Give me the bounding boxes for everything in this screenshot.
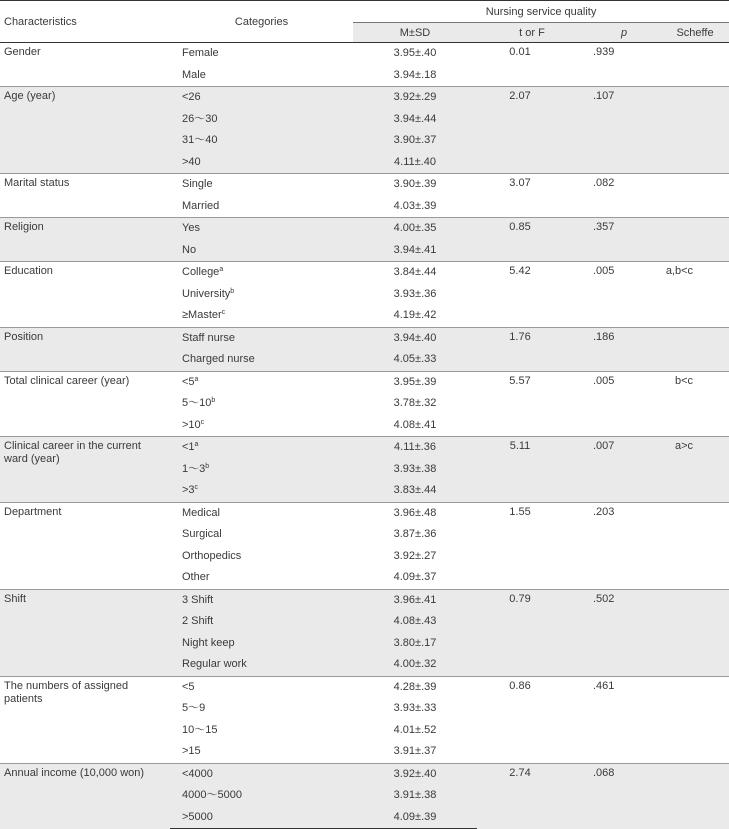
msd-value: 4.01±.52	[393, 723, 437, 736]
group-0	[0, 43, 729, 87]
category-cell	[170, 65, 353, 87]
header-scheffe: Scheffe	[661, 23, 729, 43]
category-cell	[170, 763, 353, 785]
category-label: >5000	[182, 810, 213, 823]
msd-value: 3.90±.37	[353, 130, 477, 152]
msd-value: 3.94±.41	[353, 240, 477, 262]
group-8	[0, 502, 729, 589]
category-label: 10～15	[182, 723, 218, 736]
table-row	[0, 763, 729, 785]
category-label: Surgical	[182, 528, 222, 541]
category-cell	[170, 785, 353, 807]
category-label: Charged nurse	[182, 353, 255, 366]
category-label: <5	[182, 680, 195, 693]
msd-value: 3.94±.40	[353, 327, 477, 349]
category-cell	[170, 305, 353, 327]
category-label: >15	[182, 745, 201, 758]
category-label: 26～30	[182, 112, 218, 125]
msd-value: 4.11±.36	[353, 437, 477, 459]
msd-value: 3.91±.38	[353, 785, 477, 807]
msd-value: 4.08±.43	[353, 611, 477, 633]
msd-value: 3.83±.44	[353, 480, 477, 502]
scheffe-value	[661, 218, 729, 262]
p-value: .461	[587, 676, 661, 763]
category-cell	[170, 349, 353, 371]
category-cell	[170, 807, 353, 829]
category-cell	[170, 654, 353, 676]
scheffe-value: a>c	[661, 437, 729, 503]
category-label: Staff nurse	[182, 331, 235, 344]
msd-value: 3.95±.39	[353, 371, 477, 393]
characteristic-label: Religion	[0, 218, 170, 262]
msd-value: 4.09±.37	[393, 571, 437, 584]
category-label: 4000～5000	[182, 789, 242, 802]
group-9	[0, 589, 729, 676]
category-cell	[170, 87, 353, 109]
t-or-f-value: 3.07	[477, 174, 587, 218]
msd-value: 3.90±.39	[353, 174, 477, 196]
msd-value: 3.93±.36	[393, 287, 437, 300]
category-superscript: a	[219, 266, 224, 274]
t-or-f-value: 0.79	[477, 589, 587, 676]
header-categories: Categories	[170, 1, 353, 43]
p-value: .005	[587, 371, 661, 437]
category-label: Yes	[182, 222, 200, 235]
p-value: .939	[593, 46, 615, 58]
category-cell	[170, 676, 353, 698]
scheffe-value	[661, 676, 729, 763]
header-nursing-service-quality: Nursing service quality	[353, 1, 729, 23]
category-label: Medical	[182, 506, 220, 519]
p-value: .082	[587, 174, 661, 218]
p-value: .107	[587, 87, 661, 174]
msd-value: 4.03±.39	[393, 199, 437, 212]
category-cell	[170, 633, 353, 655]
characteristic-label: Department	[0, 502, 170, 589]
category-cell	[170, 698, 353, 720]
category-label: No	[182, 243, 197, 256]
category-cell	[170, 327, 353, 349]
characteristic-label: Shift	[0, 589, 170, 676]
category-label: >40	[182, 155, 201, 168]
table-row	[0, 676, 729, 698]
scheffe-value	[661, 327, 729, 371]
category-label: Other	[182, 571, 210, 584]
category-cell	[170, 459, 353, 481]
msd-value: 3.78±.32	[393, 397, 437, 410]
header-t-or-f: t or F	[477, 23, 587, 43]
category-label: <4000	[182, 767, 213, 780]
category-cell	[170, 502, 353, 524]
category-cell	[170, 284, 353, 306]
table-row	[0, 174, 729, 196]
msd-value: 3.92±.29	[353, 87, 477, 109]
msd-value: 3.95±.40	[393, 47, 437, 60]
group-4	[0, 262, 729, 328]
group-5	[0, 327, 729, 371]
msd-value: 4.00±.32	[353, 654, 477, 676]
header-p: p	[587, 23, 661, 43]
category-superscript: a	[194, 375, 199, 383]
msd-value: 3.93±.33	[393, 702, 437, 715]
characteristic-label: The numbers of assigned patients	[0, 676, 170, 763]
msd-value: 4.19±.42	[393, 309, 437, 322]
category-label: >10	[182, 418, 201, 431]
category-superscript: c	[200, 418, 205, 426]
p-value: .502	[587, 589, 661, 676]
t-or-f-value: 0.86	[477, 676, 587, 763]
characteristic-label: Clinical career in the current ward (year)	[0, 437, 170, 503]
t-or-f-value: 1.55	[477, 502, 587, 589]
t-or-f-value: 5.11	[477, 437, 587, 503]
table-row	[0, 502, 729, 524]
t-or-f-value: 0.85	[477, 218, 587, 262]
category-label: 1～3	[182, 462, 206, 475]
category-cell	[170, 611, 353, 633]
group-1	[0, 87, 729, 174]
category-cell	[170, 240, 353, 262]
p-value: .357	[587, 218, 661, 262]
table-header	[0, 1, 729, 43]
scheffe-value	[661, 87, 729, 174]
msd-value: 3.94±.44	[353, 109, 477, 131]
t-or-f-value: 5.57	[477, 371, 587, 437]
t-or-f-value: 5.42	[477, 262, 587, 328]
category-superscript: c	[194, 484, 199, 492]
group-10	[0, 676, 729, 763]
t-or-f-value: 0.01	[509, 46, 531, 58]
msd-value: 3.94±.18	[393, 68, 437, 81]
category-cell	[170, 567, 353, 589]
scheffe-value: a,b<c	[661, 262, 729, 328]
category-cell	[170, 262, 353, 284]
category-label: 2 Shift	[182, 615, 214, 628]
category-cell	[170, 480, 353, 502]
category-superscript: c	[221, 309, 226, 317]
scheffe-value	[661, 174, 729, 218]
category-cell	[170, 546, 353, 568]
msd-value: 4.11±.40	[353, 152, 477, 174]
category-label: Night keep	[182, 636, 235, 649]
table-row	[0, 437, 729, 459]
category-label: Married	[182, 199, 220, 212]
characteristic-label: Marital status	[0, 174, 170, 218]
group-2	[0, 174, 729, 218]
table-row	[0, 218, 729, 240]
table-row	[0, 262, 729, 284]
msd-value: 3.92±.27	[393, 549, 437, 562]
category-cell	[170, 218, 353, 240]
category-label: Single	[182, 178, 213, 191]
scheffe-value	[661, 43, 729, 87]
msd-value: 4.09±.39	[353, 807, 477, 829]
category-label: 5～10	[182, 397, 212, 410]
msd-value: 4.00±.35	[353, 218, 477, 240]
category-label: College	[182, 266, 220, 279]
header-msd: M±SD	[353, 23, 477, 43]
category-superscript: a	[194, 441, 199, 449]
category-cell	[170, 152, 353, 174]
characteristic-label: Position	[0, 327, 170, 371]
category-cell	[170, 174, 353, 196]
category-cell	[170, 371, 353, 393]
category-cell	[170, 393, 353, 415]
category-cell	[170, 589, 353, 611]
msd-value: 3.84±.44	[353, 262, 477, 284]
msd-value: 4.08±.41	[393, 418, 437, 431]
category-superscript: b	[205, 462, 210, 470]
characteristic-label: Total clinical career (year)	[0, 371, 170, 437]
msd-value: 3.93±.38	[353, 459, 477, 481]
group-6	[0, 371, 729, 437]
table-row	[0, 87, 729, 109]
category-label: <1	[182, 441, 195, 454]
characteristic-label: Age (year)	[0, 87, 170, 174]
category-label: Male	[182, 68, 206, 81]
p-value: .005	[587, 262, 661, 328]
category-cell	[170, 130, 353, 152]
category-label: ≥Master	[182, 309, 222, 322]
scheffe-value	[661, 589, 729, 676]
scheffe-value: b<c	[661, 371, 729, 437]
category-cell	[170, 720, 353, 742]
category-label: Orthopedics	[182, 549, 242, 562]
table-row	[0, 43, 729, 65]
msd-value: 3.92±.40	[353, 763, 477, 785]
category-label: Female	[182, 47, 219, 60]
category-label: University	[182, 287, 231, 300]
group-3	[0, 218, 729, 262]
category-label: >3	[182, 484, 195, 497]
table-row	[0, 327, 729, 349]
scheffe-value	[661, 502, 729, 589]
category-cell	[170, 524, 353, 546]
category-label: <5	[182, 375, 195, 388]
t-or-f-value: 2.74	[477, 763, 587, 829]
table-row	[0, 589, 729, 611]
characteristic-label: Education	[0, 262, 170, 328]
category-label: <26	[182, 91, 201, 104]
p-value: .203	[587, 502, 661, 589]
category-superscript: b	[230, 287, 235, 295]
category-label: 3 Shift	[182, 593, 214, 606]
category-label: 31～40	[182, 134, 218, 147]
t-or-f-value: 2.07	[477, 87, 587, 174]
category-cell	[170, 109, 353, 131]
characteristic-label: Gender	[4, 46, 41, 58]
header-characteristics: Characteristics	[0, 1, 170, 43]
category-cell	[170, 437, 353, 459]
msd-value: 4.28±.39	[353, 676, 477, 698]
t-or-f-value: 1.76	[477, 327, 587, 371]
p-value: .186	[587, 327, 661, 371]
category-cell	[170, 196, 353, 218]
category-superscript: b	[211, 397, 216, 405]
msd-value: 3.96±.41	[353, 589, 477, 611]
msd-value: 3.96±.48	[353, 502, 477, 524]
category-cell	[170, 741, 353, 763]
category-label: Regular work	[182, 658, 247, 671]
group-7	[0, 437, 729, 503]
table-row	[0, 371, 729, 393]
msd-value: 3.91±.37	[393, 745, 437, 758]
category-label: 5～9	[182, 702, 206, 715]
msd-value: 3.80±.17	[353, 633, 477, 655]
category-cell	[170, 415, 353, 437]
characteristic-label: Annual income (10,000 won)	[0, 763, 170, 829]
msd-value: 3.87±.36	[393, 528, 437, 541]
p-value: .007	[587, 437, 661, 503]
msd-value: 4.05±.33	[353, 349, 477, 371]
category-cell	[170, 43, 353, 65]
p-value: .068	[587, 763, 661, 829]
